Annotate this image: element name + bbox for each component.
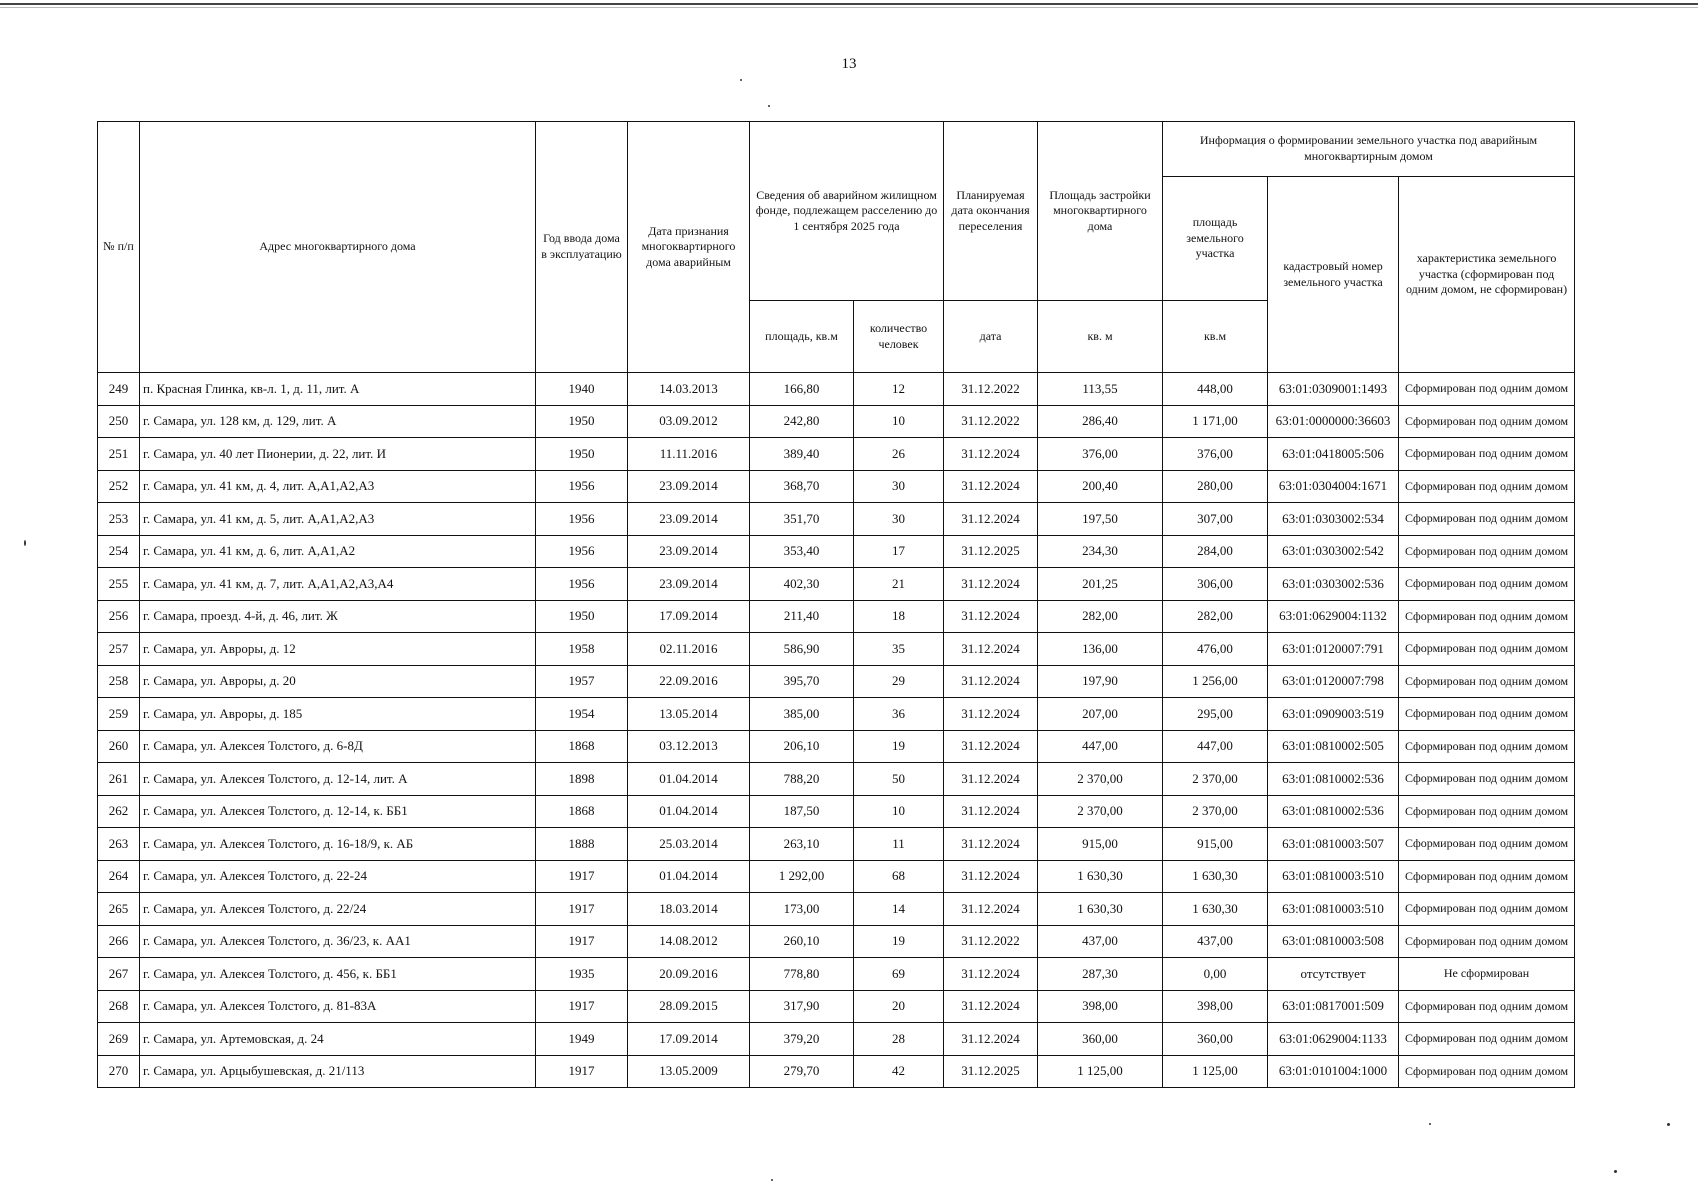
row-built-area: 1 125,00 [1038, 1055, 1163, 1088]
row-land-area: 280,00 [1163, 470, 1268, 503]
row-fund-area: 1 292,00 [750, 860, 854, 893]
row-recognition-date: 22.09.2016 [628, 665, 750, 698]
row-resettlement-date: 31.12.2024 [944, 470, 1038, 503]
row-land-status: Сформирован под одним домом [1399, 893, 1575, 926]
row-year: 1917 [536, 1055, 628, 1088]
row-land-area: 306,00 [1163, 568, 1268, 601]
row-land-area: 1 630,30 [1163, 860, 1268, 893]
row-built-area: 136,00 [1038, 633, 1163, 666]
row-resettlement-date: 31.12.2025 [944, 1055, 1038, 1088]
row-built-area: 287,30 [1038, 958, 1163, 991]
row-cadastral-number: 63:01:0120007:798 [1268, 665, 1399, 698]
row-address: г. Самара, проезд. 4-й, д. 46, лит. Ж [140, 600, 536, 633]
row-land-status: Сформирован под одним домом [1399, 600, 1575, 633]
row-land-area: 1 125,00 [1163, 1055, 1268, 1088]
row-land-area: 915,00 [1163, 828, 1268, 861]
row-built-area: 207,00 [1038, 698, 1163, 731]
row-year: 1898 [536, 763, 628, 796]
row-built-area: 113,55 [1038, 373, 1163, 406]
row-address: г. Самара, ул. Алексея Толстого, д. 36/23, к. АА1 [140, 925, 536, 958]
row-land-status: Сформирован под одним домом [1399, 730, 1575, 763]
row-land-status: Сформирован под одним домом [1399, 1055, 1575, 1088]
row-fund-area: 206,10 [750, 730, 854, 763]
row-recognition-date: 03.09.2012 [628, 405, 750, 438]
row-resettlement-date: 31.12.2024 [944, 730, 1038, 763]
row-address: г. Самара, ул. Алексея Толстого, д. 81-83А [140, 990, 536, 1023]
row-address: г. Самара, ул. Авроры, д. 12 [140, 633, 536, 666]
row-recognition-date: 25.03.2014 [628, 828, 750, 861]
table-row [98, 373, 1575, 406]
row-address: г. Самара, ул. Арцыбушевская, д. 21/113 [140, 1055, 536, 1088]
row-number: 263 [98, 828, 140, 861]
row-land-area: 1 256,00 [1163, 665, 1268, 698]
table-row [98, 438, 1575, 471]
scan-speck [1614, 1170, 1617, 1173]
row-year: 1917 [536, 860, 628, 893]
row-built-area: 437,00 [1038, 925, 1163, 958]
row-number: 252 [98, 470, 140, 503]
row-cadastral-number: 63:01:0303002:536 [1268, 568, 1399, 601]
table-row [98, 1055, 1575, 1088]
row-number: 268 [98, 990, 140, 1023]
row-address: г. Самара, ул. 40 лет Пионерии, д. 22, лит. И [140, 438, 536, 471]
row-address: г. Самара, ул. Алексея Толстого, д. 16-18/9, к. АБ [140, 828, 536, 861]
row-land-status: Сформирован под одним домом [1399, 438, 1575, 471]
row-number: 266 [98, 925, 140, 958]
row-land-area: 1 171,00 [1163, 405, 1268, 438]
row-fund-area: 351,70 [750, 503, 854, 536]
row-land-area: 2 370,00 [1163, 763, 1268, 796]
row-number: 257 [98, 633, 140, 666]
row-land-area: 376,00 [1163, 438, 1268, 471]
row-built-area: 398,00 [1038, 990, 1163, 1023]
row-fund-area: 279,70 [750, 1055, 854, 1088]
row-recognition-date: 17.09.2014 [628, 600, 750, 633]
row-year: 1958 [536, 633, 628, 666]
row-year: 1917 [536, 990, 628, 1023]
row-recognition-date: 11.11.2016 [628, 438, 750, 471]
row-land-status: Не сформирован [1399, 958, 1575, 991]
row-built-area: 447,00 [1038, 730, 1163, 763]
row-built-area: 282,00 [1038, 600, 1163, 633]
table-row [98, 925, 1575, 958]
row-recognition-date: 03.12.2013 [628, 730, 750, 763]
row-cadastral-number: отсутствует [1268, 958, 1399, 991]
scan-speck [768, 105, 770, 107]
row-fund-people: 35 [854, 633, 944, 666]
row-land-area: 1 630,30 [1163, 893, 1268, 926]
table-row [98, 795, 1575, 828]
row-address: г. Самара, ул. Алексея Толстого, д. 12-14, к. ББ1 [140, 795, 536, 828]
table-body [98, 373, 1575, 1088]
header-fund-group: Сведения об аварийном жилищном фонде, подлежащем расселению до 1 сентября 2025 года [750, 122, 944, 301]
row-year: 1954 [536, 698, 628, 731]
row-year: 1917 [536, 925, 628, 958]
row-land-status: Сформирован под одним домом [1399, 925, 1575, 958]
table-row [98, 503, 1575, 536]
header-fund-people: количество человек [854, 301, 944, 373]
row-resettlement-date: 31.12.2024 [944, 893, 1038, 926]
row-fund-people: 42 [854, 1055, 944, 1088]
row-cadastral-number: 63:01:0817001:509 [1268, 990, 1399, 1023]
scan-speck [771, 1179, 773, 1181]
row-year: 1956 [536, 470, 628, 503]
row-land-status: Сформирован под одним домом [1399, 535, 1575, 568]
row-fund-area: 395,70 [750, 665, 854, 698]
table-row [98, 665, 1575, 698]
row-fund-people: 29 [854, 665, 944, 698]
row-number: 262 [98, 795, 140, 828]
row-fund-people: 26 [854, 438, 944, 471]
row-year: 1868 [536, 795, 628, 828]
row-land-status: Сформирован под одним домом [1399, 763, 1575, 796]
row-number: 260 [98, 730, 140, 763]
row-number: 261 [98, 763, 140, 796]
header-year: Год ввода дома в эксплуатацию [536, 122, 628, 373]
row-cadastral-number: 63:01:0810002:505 [1268, 730, 1399, 763]
row-cadastral-number: 63:01:0810002:536 [1268, 795, 1399, 828]
header-land-area-unit: кв.м [1163, 301, 1268, 373]
row-cadastral-number: 63:01:0810003:510 [1268, 860, 1399, 893]
row-fund-people: 30 [854, 503, 944, 536]
row-cadastral-number: 63:01:0418005:506 [1268, 438, 1399, 471]
row-built-area: 197,50 [1038, 503, 1163, 536]
row-resettlement-date: 31.12.2024 [944, 828, 1038, 861]
row-resettlement-date: 31.12.2022 [944, 925, 1038, 958]
row-land-area: 476,00 [1163, 633, 1268, 666]
row-land-status: Сформирован под одним домом [1399, 373, 1575, 406]
row-year: 1956 [536, 503, 628, 536]
top-border-line [0, 3, 1698, 5]
row-land-status: Сформирован под одним домом [1399, 503, 1575, 536]
table-row [98, 990, 1575, 1023]
row-resettlement-date: 31.12.2024 [944, 795, 1038, 828]
table-row [98, 535, 1575, 568]
row-address: г. Самара, ул. Авроры, д. 185 [140, 698, 536, 731]
row-land-status: Сформирован под одним домом [1399, 828, 1575, 861]
row-land-area: 437,00 [1163, 925, 1268, 958]
row-fund-people: 17 [854, 535, 944, 568]
row-land-area: 282,00 [1163, 600, 1268, 633]
row-number: 264 [98, 860, 140, 893]
row-fund-people: 28 [854, 1023, 944, 1056]
header-land-group: Информация о формировании земельного участка под аварийным многоквартирным домом [1163, 122, 1575, 177]
row-fund-area: 166,80 [750, 373, 854, 406]
row-land-area: 295,00 [1163, 698, 1268, 731]
row-fund-people: 11 [854, 828, 944, 861]
row-fund-people: 18 [854, 600, 944, 633]
scan-speck [24, 540, 26, 546]
row-fund-people: 10 [854, 405, 944, 438]
header-land-char: характеристика земельного участка (сформирован под одним домом, не сформирован) [1399, 177, 1575, 373]
row-resettlement-date: 31.12.2024 [944, 958, 1038, 991]
row-land-area: 284,00 [1163, 535, 1268, 568]
row-fund-people: 10 [854, 795, 944, 828]
row-address: г. Самара, ул. 41 км, д. 5, лит. А,А1,А2,А3 [140, 503, 536, 536]
row-resettlement-date: 31.12.2024 [944, 438, 1038, 471]
header-address: Адрес многоквартирного дома [140, 122, 536, 373]
table-row [98, 568, 1575, 601]
row-recognition-date: 02.11.2016 [628, 633, 750, 666]
row-built-area: 201,25 [1038, 568, 1163, 601]
row-year: 1956 [536, 535, 628, 568]
row-cadastral-number: 63:01:0909003:519 [1268, 698, 1399, 731]
row-resettlement-date: 31.12.2024 [944, 503, 1038, 536]
row-address: г. Самара, ул. Алексея Толстого, д. 6-8Д [140, 730, 536, 763]
row-number: 269 [98, 1023, 140, 1056]
table-row [98, 698, 1575, 731]
row-number: 253 [98, 503, 140, 536]
row-cadastral-number: 63:01:0629004:1133 [1268, 1023, 1399, 1056]
row-land-area: 0,00 [1163, 958, 1268, 991]
row-fund-area: 187,50 [750, 795, 854, 828]
table-row [98, 633, 1575, 666]
row-fund-people: 21 [854, 568, 944, 601]
row-cadastral-number: 63:01:0810002:536 [1268, 763, 1399, 796]
row-number: 249 [98, 373, 140, 406]
row-recognition-date: 13.05.2014 [628, 698, 750, 731]
row-resettlement-date: 31.12.2024 [944, 568, 1038, 601]
row-year: 1950 [536, 405, 628, 438]
row-land-status: Сформирован под одним домом [1399, 568, 1575, 601]
row-cadastral-number: 63:01:0810003:510 [1268, 893, 1399, 926]
row-year: 1957 [536, 665, 628, 698]
row-fund-area: 211,40 [750, 600, 854, 633]
row-resettlement-date: 31.12.2024 [944, 763, 1038, 796]
row-land-area: 2 370,00 [1163, 795, 1268, 828]
header-resettlement: Планируемая дата окончания переселения [944, 122, 1038, 301]
row-land-status: Сформирован под одним домом [1399, 990, 1575, 1023]
row-address: п. Красная Глинка, кв-л. 1, д. 11, лит. А [140, 373, 536, 406]
row-address: г. Самара, ул. 41 км, д. 7, лит. А,А1,А2,А3,А4 [140, 568, 536, 601]
row-land-area: 447,00 [1163, 730, 1268, 763]
row-number: 254 [98, 535, 140, 568]
page-number: 13 [841, 56, 857, 72]
row-fund-people: 19 [854, 730, 944, 763]
row-built-area: 1 630,30 [1038, 860, 1163, 893]
row-resettlement-date: 31.12.2024 [944, 990, 1038, 1023]
header-num: № п/п [98, 122, 140, 373]
row-year: 1949 [536, 1023, 628, 1056]
row-number: 256 [98, 600, 140, 633]
row-fund-area: 173,00 [750, 893, 854, 926]
row-built-area: 915,00 [1038, 828, 1163, 861]
row-recognition-date: 23.09.2014 [628, 470, 750, 503]
header-resettlement-unit: дата [944, 301, 1038, 373]
row-year: 1917 [536, 893, 628, 926]
row-fund-people: 19 [854, 925, 944, 958]
row-recognition-date: 01.04.2014 [628, 795, 750, 828]
row-land-area: 360,00 [1163, 1023, 1268, 1056]
row-year: 1888 [536, 828, 628, 861]
row-fund-people: 68 [854, 860, 944, 893]
table-row [98, 730, 1575, 763]
row-cadastral-number: 63:01:0303002:542 [1268, 535, 1399, 568]
row-built-area: 234,30 [1038, 535, 1163, 568]
row-built-area: 376,00 [1038, 438, 1163, 471]
table-row [98, 763, 1575, 796]
row-fund-area: 402,30 [750, 568, 854, 601]
row-cadastral-number: 63:01:0810003:508 [1268, 925, 1399, 958]
row-fund-area: 317,90 [750, 990, 854, 1023]
row-recognition-date: 14.03.2013 [628, 373, 750, 406]
row-cadastral-number: 63:01:0101004:1000 [1268, 1055, 1399, 1088]
row-address: г. Самара, ул. Алексея Толстого, д. 22/24 [140, 893, 536, 926]
row-fund-area: 778,80 [750, 958, 854, 991]
row-address: г. Самара, ул. 41 км, д. 6, лит. А,А1,А2 [140, 535, 536, 568]
row-land-status: Сформирован под одним домом [1399, 1023, 1575, 1056]
row-land-status: Сформирован под одним домом [1399, 470, 1575, 503]
row-number: 250 [98, 405, 140, 438]
row-recognition-date: 23.09.2014 [628, 568, 750, 601]
row-fund-area: 586,90 [750, 633, 854, 666]
row-built-area: 2 370,00 [1038, 763, 1163, 796]
row-fund-area: 263,10 [750, 828, 854, 861]
row-cadastral-number: 63:01:0303002:534 [1268, 503, 1399, 536]
row-resettlement-date: 31.12.2024 [944, 1023, 1038, 1056]
row-year: 1956 [536, 568, 628, 601]
row-built-area: 1 630,30 [1038, 893, 1163, 926]
row-number: 265 [98, 893, 140, 926]
row-resettlement-date: 31.12.2024 [944, 860, 1038, 893]
row-fund-area: 379,20 [750, 1023, 854, 1056]
row-land-status: Сформирован под одним домом [1399, 860, 1575, 893]
row-year: 1935 [536, 958, 628, 991]
table-row [98, 470, 1575, 503]
row-resettlement-date: 31.12.2022 [944, 405, 1038, 438]
row-recognition-date: 17.09.2014 [628, 1023, 750, 1056]
scan-speck [1667, 1123, 1670, 1126]
table-row [98, 1023, 1575, 1056]
header-cadastral: кадастровый номер земельного участка [1268, 177, 1399, 373]
header-fund-area: площадь, кв.м [750, 301, 854, 373]
row-fund-area: 389,40 [750, 438, 854, 471]
row-recognition-date: 18.03.2014 [628, 893, 750, 926]
row-fund-area: 368,70 [750, 470, 854, 503]
row-recognition-date: 28.09.2015 [628, 990, 750, 1023]
row-resettlement-date: 31.12.2024 [944, 600, 1038, 633]
row-address: г. Самара, ул. Артемовская, д. 24 [140, 1023, 536, 1056]
row-land-area: 307,00 [1163, 503, 1268, 536]
row-year: 1950 [536, 438, 628, 471]
row-land-status: Сформирован под одним домом [1399, 633, 1575, 666]
row-fund-people: 69 [854, 958, 944, 991]
row-built-area: 197,90 [1038, 665, 1163, 698]
scan-speck [1429, 1123, 1431, 1125]
row-address: г. Самара, ул. 41 км, д. 4, лит. А,А1,А2,А3 [140, 470, 536, 503]
row-recognition-date: 20.09.2016 [628, 958, 750, 991]
table-row [98, 828, 1575, 861]
header-built-area-unit: кв. м [1038, 301, 1163, 373]
row-fund-area: 260,10 [750, 925, 854, 958]
row-number: 258 [98, 665, 140, 698]
header-land-area: площадь земельного участка [1163, 177, 1268, 301]
table-row [98, 860, 1575, 893]
top-border-line-thin [0, 7, 1698, 8]
row-recognition-date: 01.04.2014 [628, 763, 750, 796]
table-row [98, 405, 1575, 438]
row-address: г. Самара, ул. Алексея Толстого, д. 12-14, лит. А [140, 763, 536, 796]
row-fund-people: 36 [854, 698, 944, 731]
row-recognition-date: 23.09.2014 [628, 535, 750, 568]
row-address: г. Самара, ул. Алексея Толстого, д. 456, к. ББ1 [140, 958, 536, 991]
row-cadastral-number: 63:01:0120007:791 [1268, 633, 1399, 666]
row-built-area: 360,00 [1038, 1023, 1163, 1056]
row-land-status: Сформирован под одним домом [1399, 665, 1575, 698]
row-cadastral-number: 63:01:0629004:1132 [1268, 600, 1399, 633]
row-fund-area: 385,00 [750, 698, 854, 731]
row-address: г. Самара, ул. 128 км, д. 129, лит. А [140, 405, 536, 438]
row-built-area: 286,40 [1038, 405, 1163, 438]
row-fund-people: 20 [854, 990, 944, 1023]
row-resettlement-date: 31.12.2022 [944, 373, 1038, 406]
row-built-area: 2 370,00 [1038, 795, 1163, 828]
row-fund-area: 353,40 [750, 535, 854, 568]
row-year: 1868 [536, 730, 628, 763]
emergency-housing-table [97, 121, 1575, 1088]
row-cadastral-number: 63:01:0304004:1671 [1268, 470, 1399, 503]
row-resettlement-date: 31.12.2024 [944, 633, 1038, 666]
header-built-area: Площадь застройки многоквартирного дома [1038, 122, 1163, 301]
row-number: 270 [98, 1055, 140, 1088]
row-fund-people: 30 [854, 470, 944, 503]
row-resettlement-date: 31.12.2025 [944, 535, 1038, 568]
row-year: 1940 [536, 373, 628, 406]
row-number: 255 [98, 568, 140, 601]
table-row [98, 958, 1575, 991]
row-fund-area: 242,80 [750, 405, 854, 438]
row-fund-area: 788,20 [750, 763, 854, 796]
row-built-area: 200,40 [1038, 470, 1163, 503]
row-land-area: 448,00 [1163, 373, 1268, 406]
row-resettlement-date: 31.12.2024 [944, 665, 1038, 698]
row-number: 267 [98, 958, 140, 991]
row-recognition-date: 01.04.2014 [628, 860, 750, 893]
table-row [98, 600, 1575, 633]
row-cadastral-number: 63:01:0000000:36603 [1268, 405, 1399, 438]
row-land-status: Сформирован под одним домом [1399, 795, 1575, 828]
scan-speck [740, 79, 742, 81]
row-year: 1950 [536, 600, 628, 633]
row-land-status: Сформирован под одним домом [1399, 698, 1575, 731]
row-fund-people: 14 [854, 893, 944, 926]
row-fund-people: 50 [854, 763, 944, 796]
row-recognition-date: 14.08.2012 [628, 925, 750, 958]
row-cadastral-number: 63:01:0810003:507 [1268, 828, 1399, 861]
row-land-status: Сформирован под одним домом [1399, 405, 1575, 438]
row-recognition-date: 13.05.2009 [628, 1055, 750, 1088]
row-recognition-date: 23.09.2014 [628, 503, 750, 536]
row-number: 251 [98, 438, 140, 471]
row-number: 259 [98, 698, 140, 731]
row-fund-people: 12 [854, 373, 944, 406]
table-row [98, 893, 1575, 926]
row-resettlement-date: 31.12.2024 [944, 698, 1038, 731]
row-address: г. Самара, ул. Алексея Толстого, д. 22-24 [140, 860, 536, 893]
row-land-area: 398,00 [1163, 990, 1268, 1023]
header-recognition-date: Дата признания многоквартирного дома аварийным [628, 122, 750, 373]
row-cadastral-number: 63:01:0309001:1493 [1268, 373, 1399, 406]
row-address: г. Самара, ул. Авроры, д. 20 [140, 665, 536, 698]
